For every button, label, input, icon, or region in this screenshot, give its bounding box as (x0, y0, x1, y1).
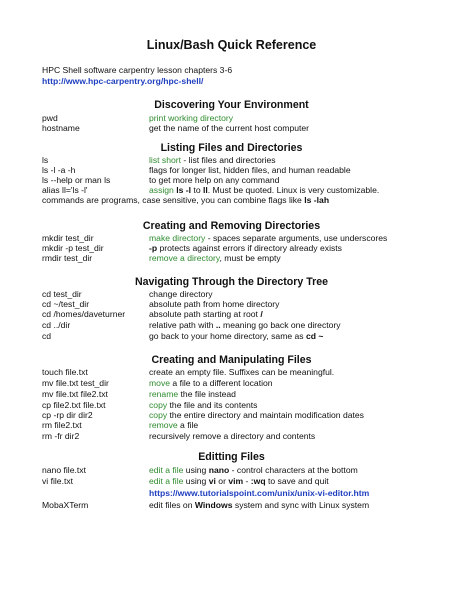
row-rm-dir (42, 431, 443, 442)
description: -p protects against errors if directory already exists (149, 243, 342, 253)
description: list short - list files and directories (149, 155, 276, 165)
row-nano (42, 465, 443, 476)
section-heading-environment: Discovering Your Environment (154, 99, 309, 111)
intro-block (42, 65, 232, 86)
highlight: edit a file (149, 476, 184, 486)
row-cd-relative (42, 320, 443, 331)
command: cd (42, 331, 52, 341)
row-vi (42, 476, 443, 487)
highlight: list short (149, 155, 181, 165)
description: remove a file (149, 420, 199, 430)
intro-line: HPC Shell software carpentry lesson chapters 3-6 (42, 65, 233, 75)
command: nano file.txt (42, 465, 86, 475)
description: move a file to a different location (149, 378, 273, 388)
highlight: make directory (149, 233, 206, 243)
command: mkdir test_dir (42, 233, 94, 243)
description: get the name of the current host computer (149, 123, 310, 133)
description: edit files on Windows system and sync with Linux system (149, 500, 370, 510)
command: mkdir -p test_dir (42, 243, 104, 253)
row-hostname (42, 123, 443, 134)
command: rm -fr dir2 (42, 431, 80, 441)
description: edit a file using vi or vim - :wq to save and quit (149, 476, 329, 486)
description: create an empty file. Suffixes can be meaningful. (149, 367, 335, 377)
command: vi file.txt (42, 476, 74, 486)
command: ls (42, 155, 49, 165)
highlight: assign (149, 185, 174, 195)
vi-tutorial-link[interactable]: https://www.tutorialspoint.com/unix/unix-vi-editor.htm (149, 488, 370, 498)
description: change directory (149, 289, 213, 299)
description: edit a file using nano - control characters at the bottom (149, 465, 358, 475)
command: cd test_dir (42, 289, 82, 299)
command: pwd (42, 113, 58, 123)
command: cd ~/test_dir (42, 299, 90, 309)
command: touch file.txt (42, 367, 88, 377)
row-cd-home (42, 331, 443, 342)
command: rmdir test_dir (42, 253, 93, 263)
description: make directory - spaces separate arguments, use underscores (149, 233, 388, 243)
row-mv-rename (42, 389, 443, 400)
section-heading-listing: Listing Files and Directories (160, 142, 303, 154)
highlight: copy (149, 400, 168, 410)
command: rm file2.txt (42, 420, 82, 430)
highlight: move (149, 378, 171, 388)
command: cd ../dir (42, 320, 71, 330)
intro-url-link[interactable]: http://www.hpc-carpentry.org/hpc-shell/ (42, 75, 204, 86)
row-cd-absolute (42, 309, 443, 320)
description: rename the file instead (149, 389, 236, 399)
command: ls -l -a -h (42, 165, 76, 175)
description: absolute path starting at root / (149, 309, 263, 319)
description: relative path with .. meaning go back one directory (149, 320, 341, 330)
description: go back to your home directory, same as cd ~ (149, 331, 324, 341)
section-heading-files: Creating and Manipulating Files (151, 354, 312, 366)
section-heading-editing: Editting Files (198, 451, 265, 463)
description: assign ls -l to ll. Must be quoted. Linux is very customizable. (149, 185, 380, 195)
description: absolute path from home directory (149, 299, 280, 309)
command: mv file.txt test_dir (42, 378, 109, 388)
command: cp file2.txt file.txt (42, 400, 106, 410)
row-touch (42, 367, 443, 378)
highlight: remove (149, 420, 178, 430)
row-mobaxterm (42, 500, 443, 511)
page-title: Linux/Bash Quick Reference (146, 38, 317, 52)
description: flags for longer list, hidden files, and human readable (149, 165, 351, 175)
note-flags: commands are programs, case sensitive, you can combine flags like ls -lah (42, 195, 330, 205)
description: remove a directory, must be empty (149, 253, 281, 263)
command: cd /homes/daveturner (42, 309, 126, 319)
section-heading-create: Creating and Removing Directories (142, 220, 321, 232)
highlight: edit a file (149, 465, 184, 475)
row-rmdir (42, 253, 443, 264)
highlight: remove a directory (149, 253, 220, 263)
highlight: copy (149, 410, 168, 420)
section-heading-navigating: Navigating Through the Directory Tree (134, 276, 329, 288)
row-rm-file (42, 420, 443, 431)
description: copy the file and its contents (149, 400, 258, 410)
command: hostname (42, 123, 80, 133)
highlight: print working directory (149, 113, 234, 123)
command: mv file.txt file2.txt (42, 389, 108, 399)
row-mv-move (42, 378, 443, 389)
description: recursively remove a directory and contents (149, 431, 316, 441)
command: MobaXTerm (42, 500, 89, 510)
command: alias ll='ls -l' (42, 185, 88, 195)
highlight: rename (149, 389, 179, 399)
command: cp -rp dir dir2 (42, 410, 93, 420)
description: to get more help on any command (149, 175, 280, 185)
description: copy the entire directory and maintain modification dates (149, 410, 364, 420)
command: ls --help or man ls (42, 175, 111, 185)
